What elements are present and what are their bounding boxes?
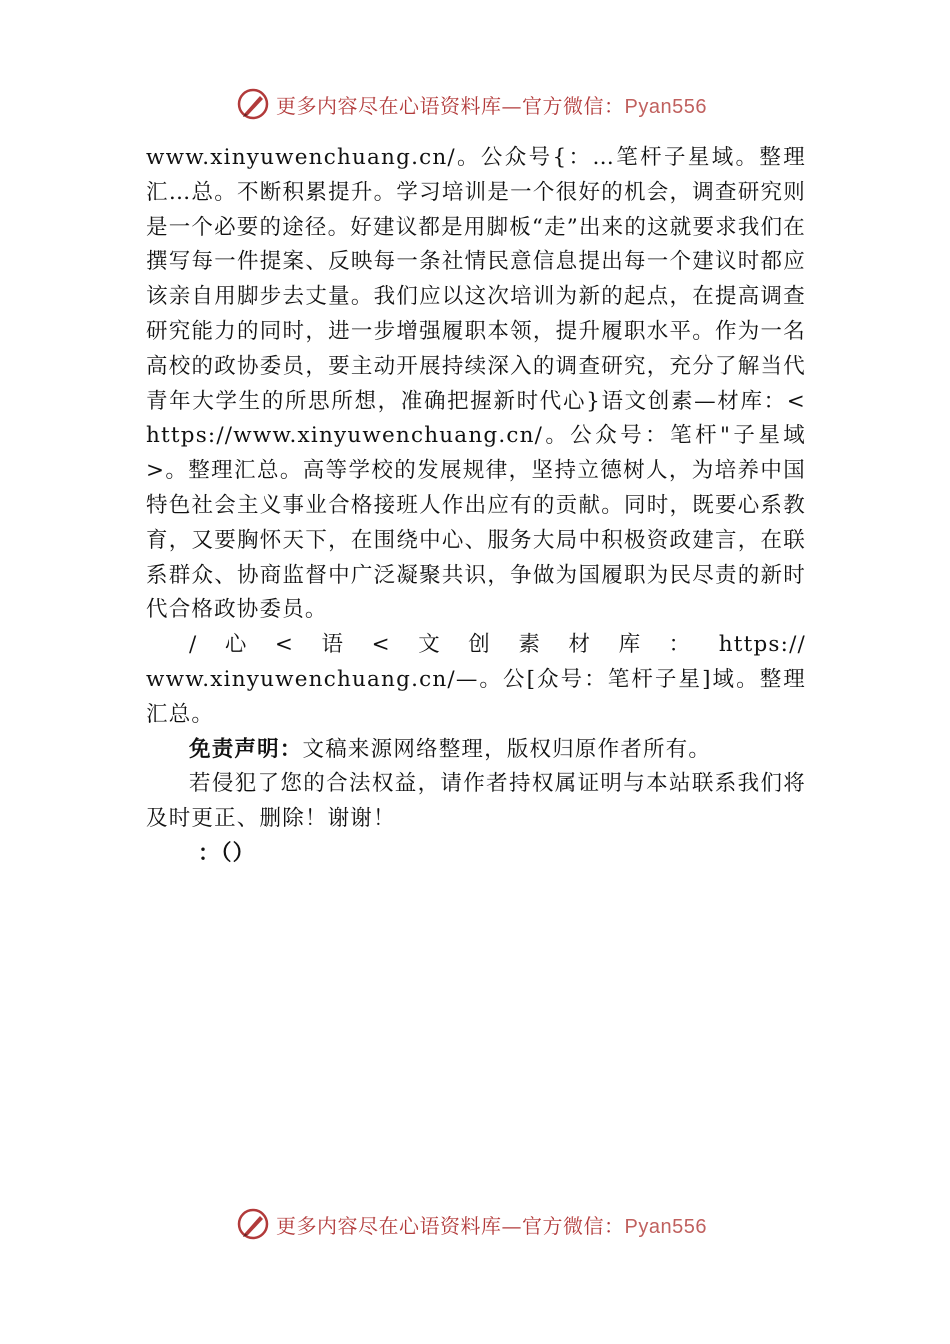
- source-line-2: www.xinyuwenchuang.cn/—。公[众号：笔杆子星]域。整理汇总。: [146, 666, 806, 727]
- footer-banner: [236, 1206, 707, 1242]
- document-body: [146, 141, 806, 872]
- pen-logo-icon: [236, 87, 270, 121]
- header-wechat-id: Pyan556: [624, 95, 707, 118]
- header-main-text: 更多内容尽在心语资料库—官方微信：: [276, 93, 625, 118]
- body-paragraph: www.xinyuwenchuang.cn/。公众号{：…笔杆子星域。整理汇…总。不断积累提升。学习培训是一个很好的机会，调查研究则是一个必要的途径。好建议都是用脚板“走”出来的这就要求我们在撰写每一件提案、反映每一条社情民意信息提出每一个建议时都应该亲自用脚步去丈量。我们应以这次培训为新的起点，在提高调查研究能力的同时，进一步增强履职本领，提升履职水平。作为一名高校的政协委员，要主动开展持续深入的调查研究，充分了解当代青年大学生的所思所想，准确把握新时代心}语文创素—材库：<https://www.xinyuwenchuang.cn/。公众号：笔杆"子星域>。整理汇总。高等学校的发展规律，坚持立德树人，为培养中国特色社会主义事业合格接班人作出应有的贡献。同时，既要心系教育，又要胸怀天下，在围绕中心、服务大局中积极资政建言，在联系群众、协商监督中广泛凝聚共识，争做为国履职为民尽责的新时代合格政协委员。: [146, 145, 806, 623]
- contact-text: 若侵犯了您的合法权益，请作者持权属证明与本站联系我们将及时更正、删除！谢谢！: [146, 771, 806, 832]
- header-text: [276, 90, 707, 119]
- tail-text: ：（）: [198, 840, 256, 866]
- source-line-1: /心<语<文创素材库：https://: [189, 632, 806, 658]
- disclaimer-text: 文稿来源网络整理，版权归原作者所有。: [302, 736, 712, 762]
- disclaimer: [146, 733, 806, 768]
- pen-logo-icon: [236, 1207, 270, 1241]
- footer-wechat-id: Pyan556: [624, 1216, 707, 1238]
- footer-main-text: 更多内容尽在心语资料库—官方微信：: [276, 1214, 625, 1238]
- footer-text: [276, 1210, 707, 1239]
- header-banner: [236, 86, 707, 122]
- disclaimer-label: 免责声明：: [189, 736, 303, 762]
